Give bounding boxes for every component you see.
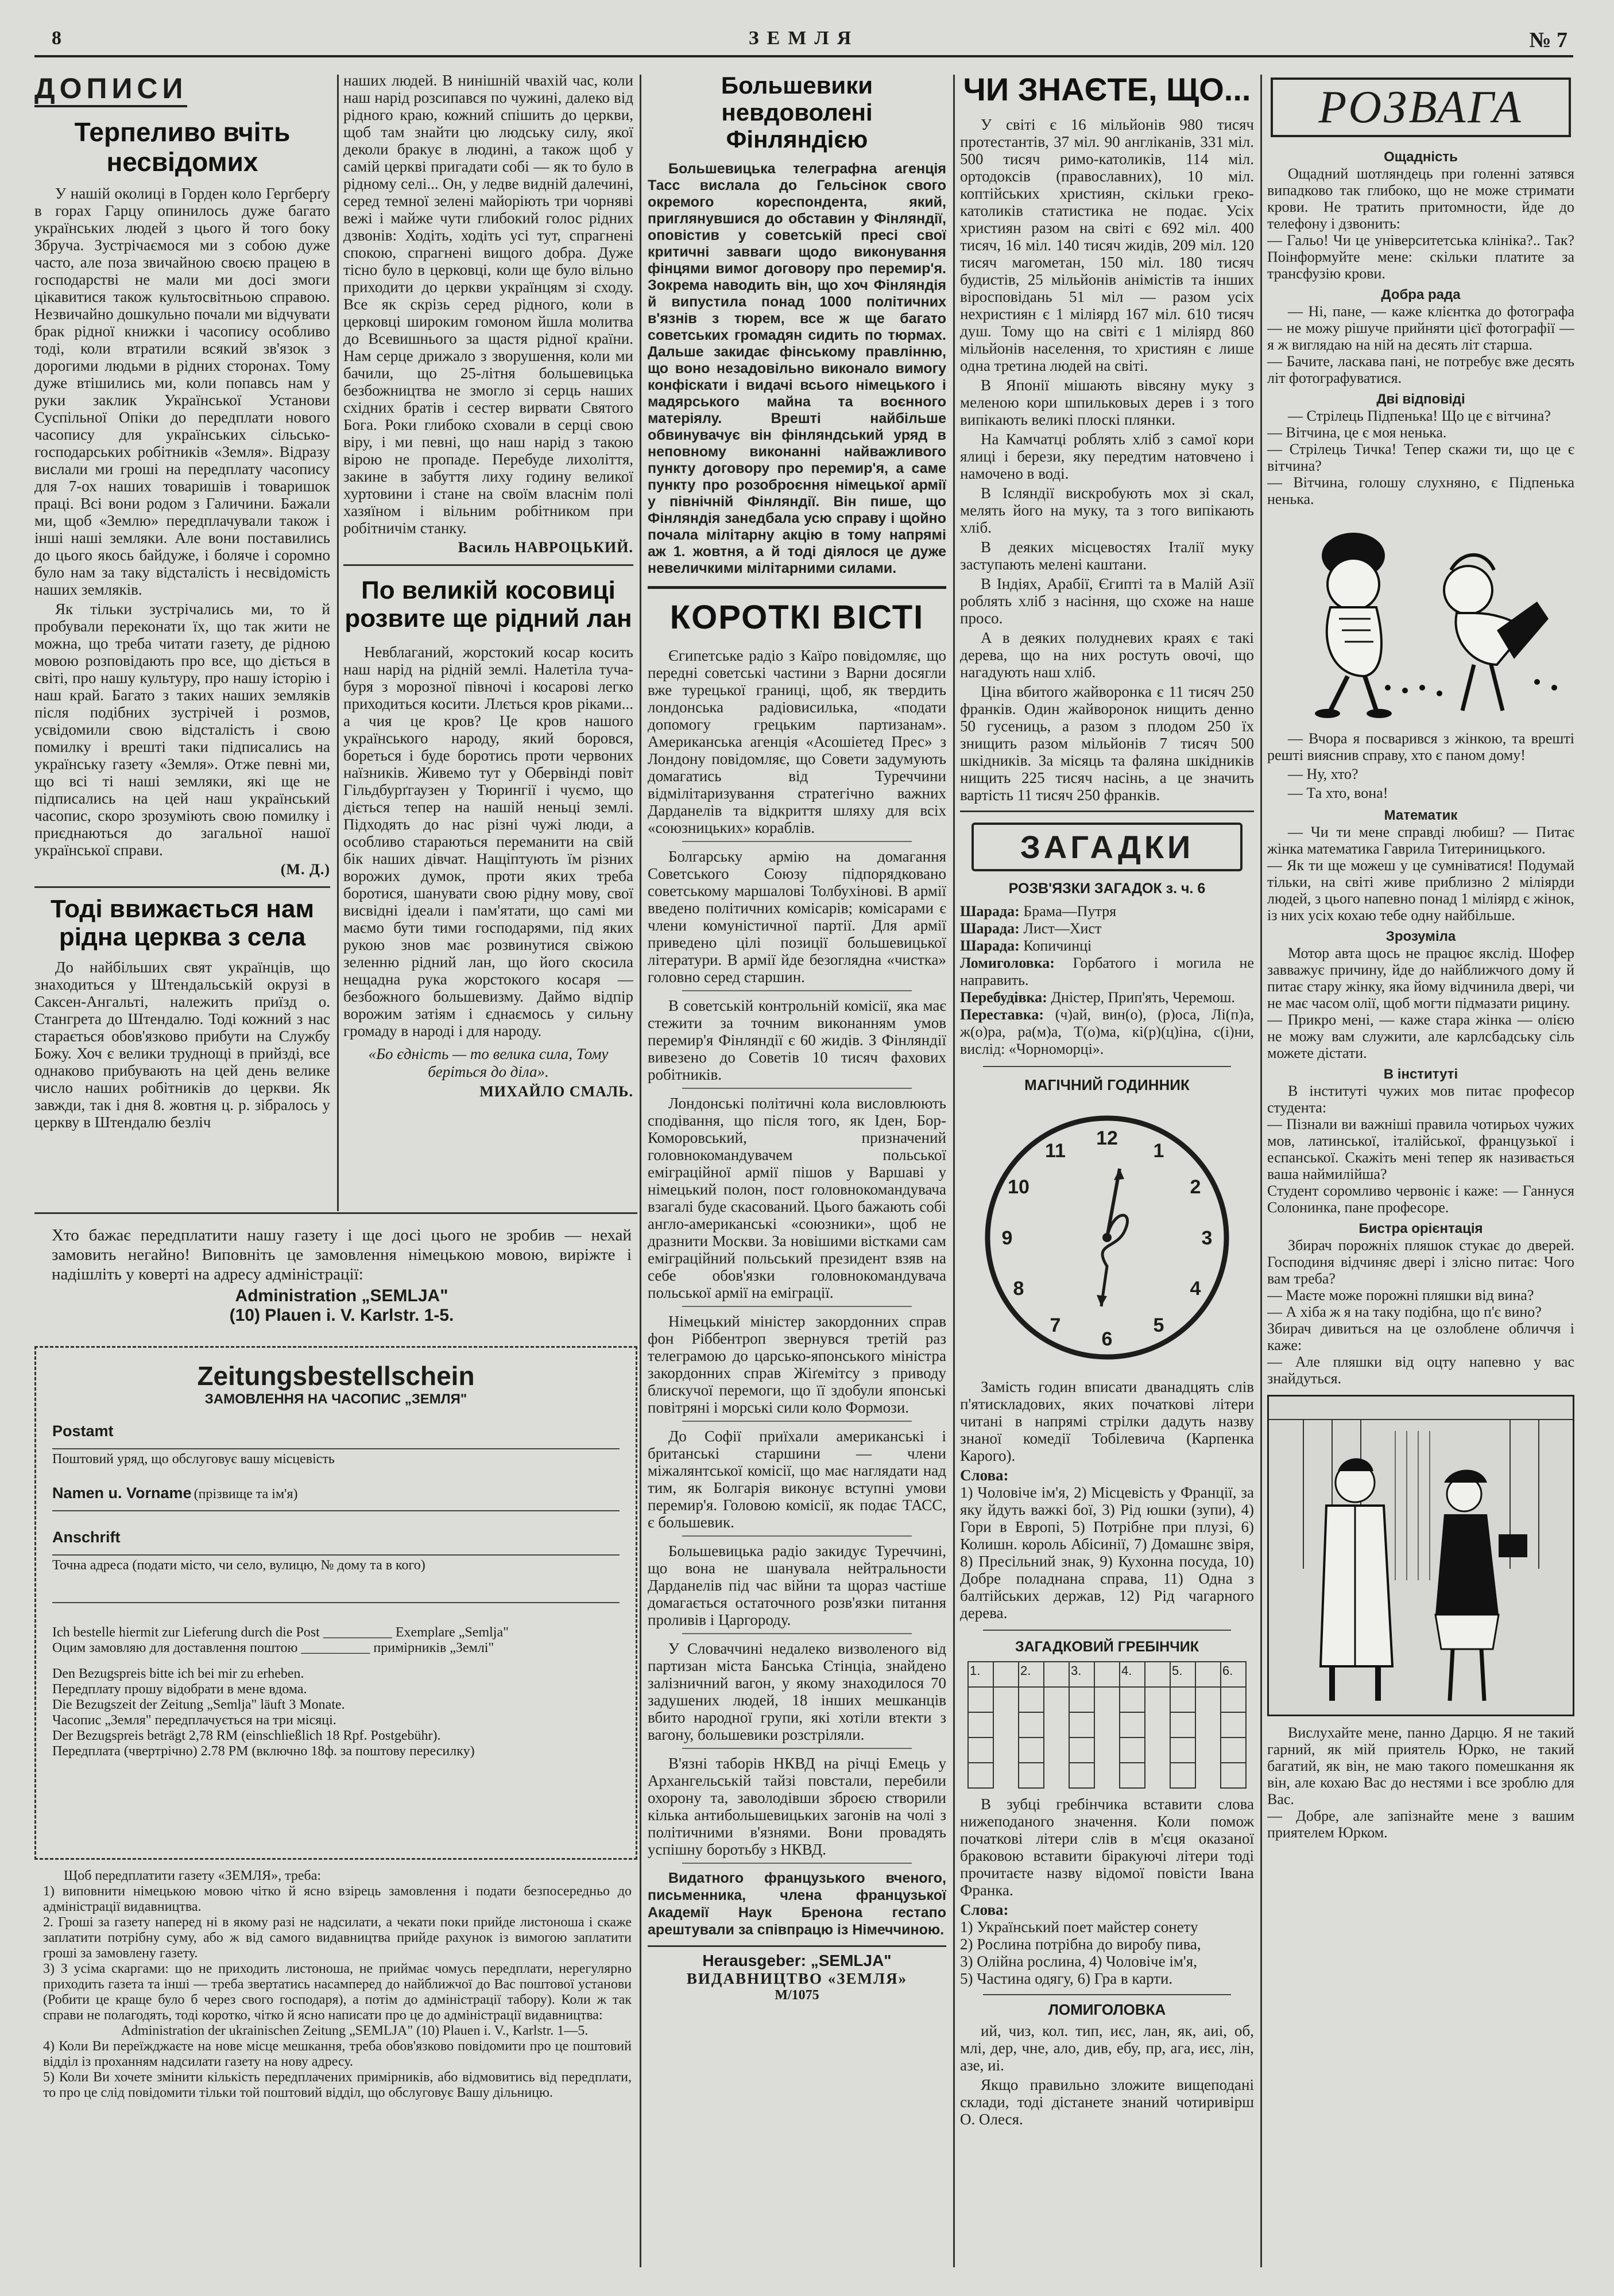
postamt-field[interactable] [52,1448,620,1449]
address-field[interactable] [52,1554,620,1556]
svg-text:11: 11 [1045,1139,1066,1162]
news-item: До Софії приїхали американські і британські старшини — члени міжалянтської комісії, що має наглядати над тим, як Болгарія виконує вступні умови перемир'я. Головою комісії, як подає ТАСС, є большевик. [648,1428,946,1531]
column-rule [953,75,955,2267]
divider [682,841,912,842]
page-number: 8 [52,28,61,49]
section-title: ДОПИСИ [34,72,187,107]
instruction-address: Administration der ukrainischen Zeitung „SEMLJA" (10) Plauen i. V., Karlstr. 1—5. [121,2023,589,2038]
comb-word: 2) Рослина потрібна до виробу пива, [960,1935,1201,1953]
headline: Тоді ввижається нам рідна церква з села [51,895,314,952]
comb-cell[interactable] [1195,1662,1221,1687]
svg-text:5: 5 [1153,1314,1164,1336]
article-body [343,643,633,1040]
answer: Перебудівка: Дністер, Прип'ять, Черемош. [960,988,1236,1006]
paragraph: Якщо правильно зложите вищеподані склади, тоді дістанете знаний чотиривірш О. Олеся. [960,2076,1254,2128]
news-item: Німецький міністер закордонних справ фон Ріббентроп звернувся третій раз телеграмою до царсько-японського міністра закордонних справ Жіґемітсу з приводу блискучої перемоги, що її здобули японські повітряні і морські сили коло Формози. [648,1313,946,1417]
comb-cell[interactable]: 6. [1221,1662,1246,1687]
poem: «Бо єдність — то велика сила, Тому беріться до діла». [368,1045,609,1080]
clock-drawing [969,1100,1245,1375]
fact: У світі є 16 мільйонів 980 тисяч протестантів, 37 міл. 90 англіканів, 331 міл. 500 тисяч римо-католиків, 114 міл. ортодоксів (православних), 10 міл. коптійських християн, скільки греко-католиків статистика не подає. Усіх християн разом на світі є 692 міл. 400 тисяч, 16 міл. 140 тисяч жидів, 209 міл. 120 тисяч магометан, 150 міл. 180 тисяч будистів, 25 мільйонів анімістів та інших віросповідань 51 міл — разом усіх нехристиян є 1 міліярд 167 міл. 610 тисяч душ. Тому що на світі є 1 міліярд 860 мільйонів населення, то християн є лише одна третина людей на світі. [960,115,1254,374]
publisher: ВИДАВНИЦТВО «ЗЕМЛЯ» [686,1970,908,1988]
instruction-item: 5) Коли Ви хочете змінити кількість передплачених примірників, або відмовитись від передплати, то про це слід повідомити тільки той поштовий відділ, що обслуговує Вашу дільницю. [43,2070,632,2100]
fact: В Японії мішають вівсяну муку з меленою кори шпильковых дерев і з того випікають великі плоскі плянки. [960,376,1254,428]
paragraph: В зубці гребінчика вставити слова нижеподаного значення. Коли помож початкові літери слів в м'єця оказаної браковою вставити біракуючі літери тоді прочитаєте назву відомої повісти Івана Франка. [960,1795,1254,1899]
article-body [343,72,633,537]
comb-cell[interactable] [1019,1687,1044,1712]
caption-line: — Вчора я посварився з жінкою, та врешті рештi вияснив справу, хто є паном дому! [1267,730,1574,763]
order-line-ua: Оцим замовляю для доставлення поштою __________ примірників „Землі" [52,1640,494,1655]
headline: ЧИ ЗНАЄТЕ, ЩО... [963,72,1251,107]
answer: Шарада: Брама—Путря [960,902,1117,920]
signature: Василь НАВРОЦЬКИЙ. [458,539,633,556]
answers-title: РОЗВ'ЯЗКИ ЗАГАДОК з. ч. 6 [1008,880,1206,897]
joke: — Ні, пане, — каже клієнтка до фотографа — не можу рішуче прийняти цієї фотографії — я ж виглядаю на ній на десять літ старша. — Бачите, ласкава пані, не потребує вже десять літ фотографуватися. [1267,303,1574,386]
cartoon-drawing [1267,515,1572,722]
comb-cell[interactable] [1170,1763,1195,1788]
news-item: Видатного французького вченого, письменника, члена французької Академії Наук Бренона гестапо арештували за співпрацю із Німеччиною. [648,1870,946,1938]
news-item: Болгарську армію на домагання Советського Союзу підпорядковано советському маршалові Толбухінові. В армії введено політичних комісарів; комісарами є члени комуністичної партії. Для армії приведено цілі позиції большевицької літератури. В армії йде безоглядна «чистка» головно серед старшин. [648,848,946,986]
divider [682,1633,912,1634]
joke-title: Ощадність [1384,149,1458,165]
headline: Большевики невдоволені Фінляндією [721,72,873,153]
comb-cell[interactable]: 5. [1170,1662,1195,1687]
comb-cell[interactable] [1120,1763,1145,1788]
comb-word: 1) Український поет майстер сонету [960,1918,1198,1936]
comb-cell[interactable]: 1. [968,1662,993,1687]
postamt-hint: Поштовий уряд, що обслуговує вашу місцевість [52,1452,335,1467]
svg-text:2: 2 [1190,1176,1201,1198]
divider [983,1994,1231,1995]
signature: МИХАЙЛО СМАЛЬ. [479,1083,633,1100]
clock-title: МАГІЧНИЙ ГОДИННИК [1024,1076,1190,1093]
magic-clock [960,1100,1254,1378]
comb-cell[interactable] [968,1712,993,1737]
paragraph: наших людей. В нинішній чвахій час, коли наш нарід розсипався по чужині, далеко від рідного краю, кожний спішить до церкви, щоб там знайти цю людську силу, якої деколи бракує в людині, а також щоб у самій церкві пригадати собі — як то було в рідному селі... Он, у ледве видній далечині, серед темної зелені майоріють три чорняві вежі і майже чути глибокий голос рідних дзвонів: Ходіть, ходіть усі тут, спрагнені спокою, спрагнені вищого добра. Дуже тісно було в церковці, коли ще було вільно приходити до церкви українцям зі сходу. Все як скрізь серед рідного, коли в церковці широким гомоном йшла молитва до Всевишнього за щастя рідної країни. Нам серце дрижало з зворушення, коли ми бачили, що 25-літня большевицька безбожництва не змогло зі серць наших східних братів і сестер вирвати Святого Бога. Роки глибоко сховали в серці свою віру, і ми певні, що наш нарід з такою вірою не пропаде. Перебуде лихоліття, закине в забуття лиху годину великої хуртовини і стане на своїм власнім полі хазяїном і вільним робітником при робітничім станку. [343,72,633,537]
comb-cell[interactable] [1221,1737,1246,1763]
article-body [648,161,946,577]
headline: По великій косовиці розвите ще рідний лан [345,576,632,633]
paragraph: Замість годин вписати дванадцять слів п'ятискладових, яких початкові літери читані в напрямі стрілки дадуть назву знаної комедії Тобілевича (Карпенка Карого). [960,1378,1254,1464]
joke: — Чи ти мене справді любиш? — Питає жінка математика Гаврила Титериницького. — Як ти ще можеш у це сумніватися! Подумай тільки, на світі живе приблизно 2 міліярди людей, з цього напевно понад 1 міліярд є жінок, із них усіх кохаю тебе одну найбільше. [1267,824,1574,924]
joke: — Стрілець Підпенька! Що це є вітчина? — Вітчина, це є моя ненька. — Стрілець Тичка! Тепер скажи ти, що це є вітчина? — Вітчина, голошу слухняно, є Підпенька ненька. [1267,408,1574,507]
svg-text:1: 1 [1153,1139,1164,1162]
svg-text:6: 6 [1101,1328,1113,1350]
signature: (М. Д.) [280,861,330,878]
divider [682,1306,912,1307]
cartoon-drawing-2 [1269,1397,1573,1715]
name-label: Namen u. Vorname [52,1484,192,1502]
riddles-title: ЗАГАДКИ [972,823,1243,871]
comb-cell[interactable] [1170,1712,1195,1737]
joke: Мотор авта щось не працює якслід. Шофер завважує причину, йде до найближчого дому й питає стару жінку, яка йому відчинила двері, чи не має часом олії, щоб могти підмазати рицину. — Прикро мені, — каже стара жінка — олією не можу вам служити, але карлсбадську сіль можете дістати. [1267,945,1574,1061]
newspaper-title: ЗЕМЛЯ [748,28,860,49]
brain-teaser [960,2022,1254,2128]
address-hint: Точна адреса (подати місто, чи село, вулицю, № дому та в кого) [52,1558,425,1573]
article-body [34,959,330,1131]
column-rule [1260,75,1262,2267]
brain-title: ЛОМИГОЛОВКА [1048,2000,1166,2018]
comb-grid [960,1661,1254,1789]
paragraph: У нашій околиці в Горден коло Гергберґу в горах Гарцу опинилось дуже багато українських людей з цього й того боку Збруча. Зустрічаємося ми з собою дуже часто, але поза звичайною своєю працею в господарстві не мали ми досі змоги цікавитися також культосвітньою справою. Незвичайно дошкульно почали ми відчувати брак рідної книжки і часопису особливо тоді, коли втратили всякий зв'язок з дорогими людьми в рідних сторонах. Тому дуже втішились ми, коли попавсь нам у руки заклик Української Установи Суспільної Опіки до передплати нового часопису для українських сільсько-господарських робітників «Земля». Відразу вислали ми гроші на передплату часопису для 7-ох наших товаришів і товаришок праці. Всі вони родом з Галичини. Бажали ми, щоб «Землю» передплачували також і інші наші земляки. Але вони поставились до цього якось байдуже, і боляче і соромно було нам за таку відсталість і несвідомість наших земляків. [34,185,330,599]
paragraph: Як тільки зустрічались ми, то й пробували переконати їх, що так жити не можна, що треба читати газету, де рідною мовою розповідають про все, що діється в світі, про нашу культуру, про нашу історію і наш край. Багато з таких наших земляків після подібних зустрічей і розмов, усвідомили свою відсталість і свою помилку і врешті таки підписались на українську газету «Земля». Отже певні ми, що всі ті наші земляки, які ще не підписались на цей наш український часопис, скоро зрозуміють свою помилку і приєднаються до загальної нашої української справи. [34,600,330,859]
words-label: Слова: [960,1466,1009,1484]
news-item: В советській контрольній комісії, яка має стежити за точним виконанням умов перемир'я Фінляндії є 60 жидів. З Фінляндії вивезено до Советів 10 тисяч фахових робітників. [648,997,946,1084]
instruction-item: 4) Коли Ви переїжджаєте на нове місце мешкання, треба обов'язково повідомити про це поштовий відділ із проханням надсилати газету на нову адресу. [43,2039,632,2069]
subscription-text: Хто бажає передплатити нашу газету і ще досі цього не зробив — нехай замовить негайно! Виповніть це замовлення німецькою мовою, виріжте і надішліть у коверті на адресу адміністрації: [52,1226,632,1283]
caption-line: — Ну, хто? [1288,766,1358,782]
comb-cell[interactable] [1221,1712,1246,1737]
cartoon-illustration-2 [1267,1395,1574,1716]
column-5 [1267,72,1574,2282]
name-field[interactable] [52,1510,620,1511]
issue-number: № 7 [1529,28,1567,52]
joke-title: В інституті [1383,1066,1458,1082]
divider [682,1088,912,1089]
comb-instructions [960,1795,1254,1987]
address-line: Administration „SEMLJA" [235,1286,448,1305]
fact: А в деяких полудневих краях є такі дерева, що на них ростуть овочі, що нагадують наш хліб. [960,629,1254,681]
final-joke [1267,1724,1574,1841]
comb-cell[interactable]: 3. [1069,1662,1094,1687]
paragraph: До найбільших свят українців, що знаходиться у Штендальській окрузі в Саксен-Ангальті, належить приїзд о. Стангрета до Штендалю. Тоді кожний з нас старається обов'язково прибути на Службу Божу. Хоч є велики труднощі в прийзді, все однаково прибувають на цей день велике число наших робітників до церкви. Як завжди, так і дня 8. жовтня ц. р. зібралось у церкву в Штендалю безліч [34,958,330,1131]
form-note: Den Bezugspreis bitte ich bei mir zu erheben. [52,1666,304,1681]
comb-cell[interactable] [1120,1687,1145,1712]
svg-text:4: 4 [1190,1277,1201,1300]
name-hint: (прізвище та ім'я) [193,1487,298,1502]
divider [682,1421,912,1422]
cartoon-caption [1267,730,1574,1387]
joke: Вислухайте мене, панно Дарцю. Я не такий гарний, як мій приятель Юрко, не такий багатий, як він, не маю такого помешкання як він, але кохаю Вас до нестями і все зроблю для Вас. — Добре, але запізнайте мене з вашим приятелем Юрком. [1267,1724,1574,1841]
article-body [34,185,330,859]
svg-text:10: 10 [1008,1176,1029,1198]
caption-line: — Та хто, вона! [1288,785,1388,801]
subscription-notice [52,1225,632,1325]
publisher-code: М/1075 [775,1988,819,2003]
instructions-intro: Щоб передплатити газету «ЗЕМЛЯ», треба: [64,1868,322,1883]
divider [682,990,912,991]
comb-word: 3) Олійна рослина, 4) Чоловіче ім'я, [960,1952,1197,1970]
joke-title: Дві відповіді [1376,391,1465,407]
comb-cell[interactable] [1019,1737,1044,1763]
joke-title: Бистра орієнтація [1358,1221,1483,1236]
joke-title: Математик [1384,808,1458,823]
form-note: Die Bezugszeit der Zeitung „Semlja" läuft 3 Monate. [52,1697,345,1712]
divider [648,586,946,589]
form-title: Zeitungsbestellschein [197,1361,475,1391]
joke: Збирач порожніх пляшок стукає до дверей. Господиня відчиняє двері і злісно питає: Чого вам треба? — Маєте може порожні пляшки від вина? — А хіба ж я на таку подібна, що п'є вино? Збирач дивиться на це озлоблене обличчя і каже: — Але пляшки від оцту напевно у вас знайдуться. [1267,1237,1574,1387]
comb-title: ЗАГАДКОВИЙ ГРЕБІНЧИК [1015,1638,1199,1655]
joke: Ощадний шотляндець при голенні затявся випадково так глибоко, що не може стримати крови. Не тратить притомности, йде до телефону і дзвонить: — Гальо! Чи це університетська клініка?.. Так? Поінформуйте мене: скільки платите за трансфузію крови. [1267,165,1574,282]
divider [960,810,1254,812]
divider [34,1212,637,1214]
svg-text:8: 8 [1013,1277,1024,1300]
fact: В деяких місцевостях Італії муку заступають мелені каштани. [960,538,1254,573]
column-3 [648,72,946,2282]
column-2 [343,72,633,1214]
column-4 [960,72,1254,2282]
comb-cell[interactable] [1170,1737,1195,1763]
comb-cell[interactable] [1069,1763,1094,1788]
comb-cell[interactable] [1120,1737,1145,1763]
comb-cell[interactable] [968,1737,993,1763]
postamt-label: Postamt [52,1422,114,1440]
answer: Переставка: (ч)ай, вин(о), (р)оса, Лі(п)а, ж(о)ра, ра(м)а, Т(о)ма, кі(р)(ц)іна, с(і)ни, вислід: «Чорноморці». [960,1006,1254,1057]
joke-title: Зрозуміла [1385,929,1456,944]
headline: Терпеливо вчіть несвідомих [74,117,291,177]
news-item: У Словаччині недалеко визволеного від партизан міста Банська Стінціа, знайдено залізничний вагон, у якому знаходилося 70 задушених людей, 18 інших мешканців вбито народної групи, які хотіли втекти з вагону, большевики розстріляли. [648,1640,946,1744]
cartoon-illustration [1267,515,1574,722]
svg-text:12: 12 [1096,1127,1118,1149]
fact: На Камчатці роблять хліб з самої кори ялиці і берези, яку передтим натовчено і намочено в воді. [960,430,1254,482]
instructions [43,1868,632,2282]
column-1 [34,72,330,1214]
comb-cell[interactable] [1120,1712,1145,1737]
divider [983,1066,1231,1067]
clock-words: 1) Чоловіче ім'я, 2) Місцевість у Франції, за яку йдуть важкі бої, 3) Рід юшки (зупи), 4) Гори в Европі, 5) Потрібне при плузі, 6) Колишн. король Абісинії, 7) Домашнє звіря, 8) Пресільний знак, 9) Кухонна посуда, 10) Добре поладнана справа, 11) Одна з балтійських держав, 12) Рід чагарного дерева. [960,1483,1254,1622]
divider [34,886,330,888]
comb-cell[interactable]: 4. [1120,1662,1145,1687]
comb-cell[interactable] [1069,1687,1094,1712]
fact: Ціна вбитого жайворонка є 11 тисяч 250 франків. Один жайворонок нищить денно 50 гусениць, а разом з плодом 250 їх знищить разом мільйонів 7 тисяч 500 шкідників. За місяць та фаляна шкідників нищить 225 тисяч насінь, а це значить вартість 11 тисяч 250 франків. [960,682,1254,804]
fact: В Індіях, Арабії, Єгипті та в Малій Азії роблять хліб з насіння, що схоже на наше просо. [960,575,1254,627]
comb-cell[interactable] [968,1687,993,1712]
column-rule [337,75,339,1211]
svg-text:7: 7 [1050,1314,1061,1336]
paragraph: Большевицька телеграфна агенція Тасс вислала до Гельсінок свого окремого кореспондента, який, приглянувшися до обставин у Фінляндії, оповістив у советській пресі свої критичні завваги щодо виконування фінцями вимог договору про перемир'я. Зокрема наводить він, що хоч Фінляндія й випустила понад 1000 політичних в'язнів з тюрем, все ж ще багато советських громадян сидить по тюрмах. Дальше закидає фінському правлінню, що воно незадовільно виконало вимогу конфіскати і видачі всього німецького і мадярського майна та воєнного матеріялу. Врешті найбільше обвинувачує він фінляндський уряд в неповному виконанні найважливого пункту договору про перемир'я, а саме пункту про розоброєння німецької армії у північній Фінляндії. Він пише, що Фінляндія занедбала усю справу і щойно почала мілітарну акцію в тому напрямі аж 1. жовтня, а й тоді діялося це дуже невеличкими мілітарними силами. [648,161,946,577]
masthead [34,28,1573,51]
form-note: Часопис „Земля" передплачується на три місяці. [52,1713,336,1728]
instruction-item: 1) виповнити німецькою мовою чітко й ясно взірець замовлення і подати безпосередньо до адміністрації видавництва. [43,1884,632,1914]
divider [682,1748,912,1749]
form-subtitle: ЗАМОВЛЕННЯ НА ЧАСОПИС „ЗЕМЛЯ" [204,1391,467,1407]
comb-cell[interactable] [1019,1712,1044,1737]
comb-cell[interactable] [1170,1687,1195,1712]
answer: Шарада: Копичинці [960,937,1092,954]
headline: КОРОТКІ ВІСТІ [669,599,924,637]
news-item: В'язні таборів НКВД на річці Емець у Архангельській тайзі повстали, перебили охорону та, заволодівши зброєю створили кілька антибольшевицьких загонів на чолі з політичними в'язнями. Вони провадять успішну боротьбу з НКВД. [648,1755,946,1859]
comb-word: 5) Частина одягу, 6) Гра в карти. [960,1969,1173,1987]
form-note: Передплата (чвертрічно) 2.78 РМ (включно 18ф. за поштову пересилку) [52,1744,475,1759]
comb-cell[interactable] [1221,1763,1246,1788]
joke-title: Добра рада [1381,287,1461,302]
instruction-item: 2. Гроші за газету наперед ні в якому разі не надсилати, а чекати поки прийде листоноша і скаже заплатити потрібну суму, або ж від самого видавництва прийде рахунок із вимогою заплатити гроші за замовлену газету. [43,1915,632,1961]
form-note: Der Bezugspreis beträgt 2,78 RM (einschließlich 18 Rpf. Postgebühr). [52,1728,441,1743]
joke: В інституті чужих мов питає професор студента: — Пізнали ви важніші правила чотирьох чужих мов, латинської, італійської, французької і еспанської. Скажіть мені тепер як називається ваша наймилійша? Студент соромливо червоніє і каже: — Ганнуся Солонинка, пане професоре. [1267,1083,1574,1216]
clock-instructions [960,1378,1254,1622]
masthead-rule [34,55,1573,57]
comb-cell[interactable] [1069,1712,1094,1737]
anschrift-label: Anschrift [52,1529,121,1546]
answer: Ломиголовка: Горбатого і могила не направить. [960,954,1254,988]
svg-text:9: 9 [1001,1227,1013,1249]
address-field-2[interactable] [52,1602,620,1603]
facts-list [960,116,1254,804]
words-label: Слова: [960,1901,1009,1918]
column-rule [640,75,641,2267]
answers-list [960,903,1254,1058]
comb-cell[interactable] [968,1763,993,1788]
order-form [34,1346,637,1860]
comb-cell[interactable] [1069,1737,1094,1763]
form-note: Передплату прошу відобрати в мене вдома. [52,1682,307,1697]
comb-cell[interactable] [993,1662,1019,1687]
order-line: Ich bestelle hiermit zur Lieferung durch die Post __________ Exemplare „Semlja" [52,1625,509,1640]
comb-table [967,1661,1247,1789]
divider [343,564,633,566]
entertainment-title: РОЗВАГА [1271,77,1571,137]
address-line: (10) Plauen i. V. Karlstr. 1-5. [229,1306,454,1325]
comb-cell[interactable] [1044,1662,1069,1687]
answer: Шарада: Лист—Хист [960,920,1102,937]
divider [983,1630,1231,1631]
comb-cell[interactable] [1019,1763,1044,1788]
paragraph: Невблаганий, жорстокий косар косить наш нарід на рідній землі. Налетіла туча-буря з морозної півночі і косарові легко приходиться косити. Ллється кров ріками... а чия це кров? Це кров нашого українського народу, який боровся, бореться і буде боротись проти червоних наїзників. Живемо тут у Обервінді повіт Гільдбурґгаузен у Тюрингії і чуємо, що діється тепер на нашій неньці землі. Підходять до нас різні чужі люди, а особливо стараються переманити на свій бік наших дівчат. Нащіптують їм різних ворожих думок, проти яких треба боротися, шанувати свою рідну мову, свої висвідні ідеали і пам'ятати, що самі ми маємо бути тими господарями, під яких рукою знов має розвинутися свіжою зеленню рідний лан, що його скосила нещадна рука жорстокого косаря — безбожного большевизму. Даймо відпір ворожим затіям і єднаємось у сильну громаду в народі і для народу. [343,643,633,1040]
divider [682,1535,912,1537]
comb-cell[interactable] [1094,1662,1120,1687]
news-item: Большевицька радіо закидує Туреччині, що вона не шанувала нейтральности Дарданелів під час війни та щораз частіше домагається остаточного розв'язки питання проливів і Царгороду. [648,1542,946,1629]
comb-cell[interactable] [1145,1662,1170,1687]
fact: В Ісляндії вискробують мох зі скал, мелять його на муку, та з того випікають хліб. [960,484,1254,536]
comb-cell[interactable] [1221,1687,1246,1712]
instruction-item: 3) З усіма скаргами: що не приходить листоноша, не приймає чомусь передплати, нерегулярно приходить газета та інші — треба звертатись насамперед до найближчої до Вас поштової установи (Робити це краще було б через свого господаря), а потім до адміністрації табору). Коли ж так справи не полагодять, тоді коротко, чітко й ясно написати про це до адміністрації видавництва: [43,1961,632,2023]
news-item: Лондонські політичні кола висловлюють сподівання, що після того, як Іден, Бор-Коморовський, призначений головнокомандувачем польської еміграційної армії пішов у Варшаві у німецький полон, пост головнокомандувача взагалі буде скасований. Цього бажають собі англо-американські «союзники», щоб не дразнити Москви. За новішими вістками сам еміграційний польський президент взяв на себе обов'язки головнокомандувача польської армії на еміграції. [648,1095,946,1302]
divider [682,1863,912,1864]
news-item: Єгипетське радіо з Каїро повідомляє, що передні советські частини з Варни досягли вже турецької границі, щоб, як твердить лондонська радіовисилька, «подати допомогу грецьким партизанам». Американська агенція «Асошіетед Прес» з Лондону повідомляє, що Совети задумують домагатись від Туреччини відмілітаризування стратегічно важних Дарданелів та відкриття шляху для всіх «союзницьких» кораблів. [648,647,946,837]
divider [648,1945,946,1947]
jokes-list [1267,149,1574,507]
svg-text:3: 3 [1201,1227,1213,1249]
news-list [648,647,946,1938]
paragraph: ий, чиз, кол. тип, иєс, лан, як, аиі, об, млі, дер, чне, ало, див, ебу, пр, ага, иєс, лін, азе, иі. [960,2022,1254,2074]
publisher: Herausgeber: „SEMLJA" [702,1952,892,1970]
comb-cell[interactable]: 2. [1019,1662,1044,1687]
